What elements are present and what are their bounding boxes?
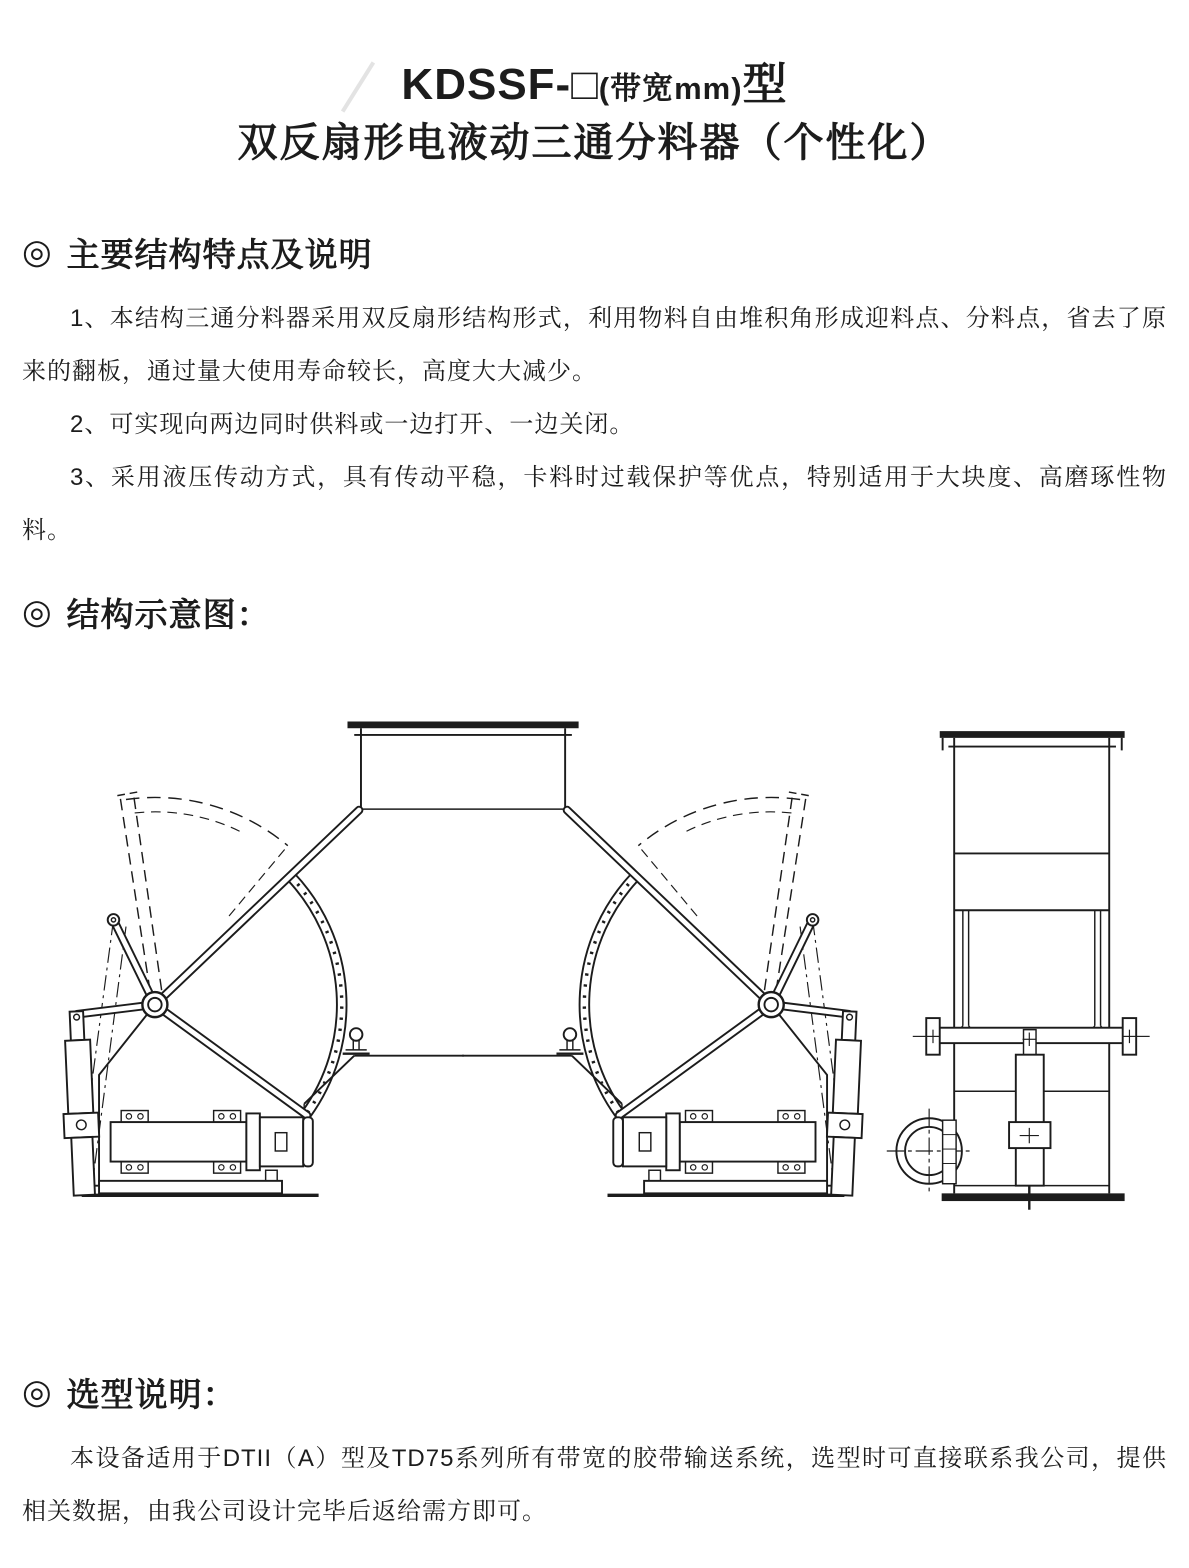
feature-paragraph-1: 1、本结构三通分料器采用双反扇形结构形式，利用物料自由堆积角形成迎料点、分料点，省去了原来的翻板，通过量大使用寿命较长，高度大大减少。	[22, 304, 1167, 385]
title-bandwidth-note: (带宽mm)	[598, 71, 743, 106]
selection-paragraph: 本设备适用于DTII（A）型及TD75系列所有带宽的胶带输送系统，选型时可直接联系我公司，提供相关数据，由我公司设计完毕后返给需方即可。	[22, 1444, 1167, 1525]
section-heading-features	[22, 229, 1167, 276]
section-heading-text: 结构示意图：	[66, 595, 271, 633]
side-view	[887, 731, 1150, 1210]
front-view	[59, 721, 867, 1195]
section-heading-selection	[22, 1369, 1167, 1416]
bullet-icon: ◎	[22, 1373, 53, 1412]
bullet-icon: ◎	[22, 593, 53, 632]
title-type-suffix: 型	[742, 60, 788, 109]
structure-diagram	[22, 696, 1167, 1241]
page-subtitle: 双反扇形电液动三通分料器（个性化）	[237, 120, 952, 165]
title-model-code: KDSSF-□	[401, 60, 599, 109]
bullet-icon: ◎	[22, 233, 53, 272]
structure-diagram-block	[22, 696, 1167, 1241]
page-title	[22, 0, 1167, 111]
feature-paragraph-3: 3、采用液压传动方式，具有传动平稳，卡料时过载保护等优点，特别适用于大块度、高磨琢性物料。	[22, 463, 1167, 544]
section-heading-text: 选型说明：	[66, 1375, 237, 1413]
section-heading-diagram	[22, 589, 1167, 636]
section-heading-text: 主要结构特点及说明	[66, 235, 373, 273]
feature-paragraph-2: 2、可实现向两边同时供料或一边打开、一边关闭。	[70, 410, 635, 438]
